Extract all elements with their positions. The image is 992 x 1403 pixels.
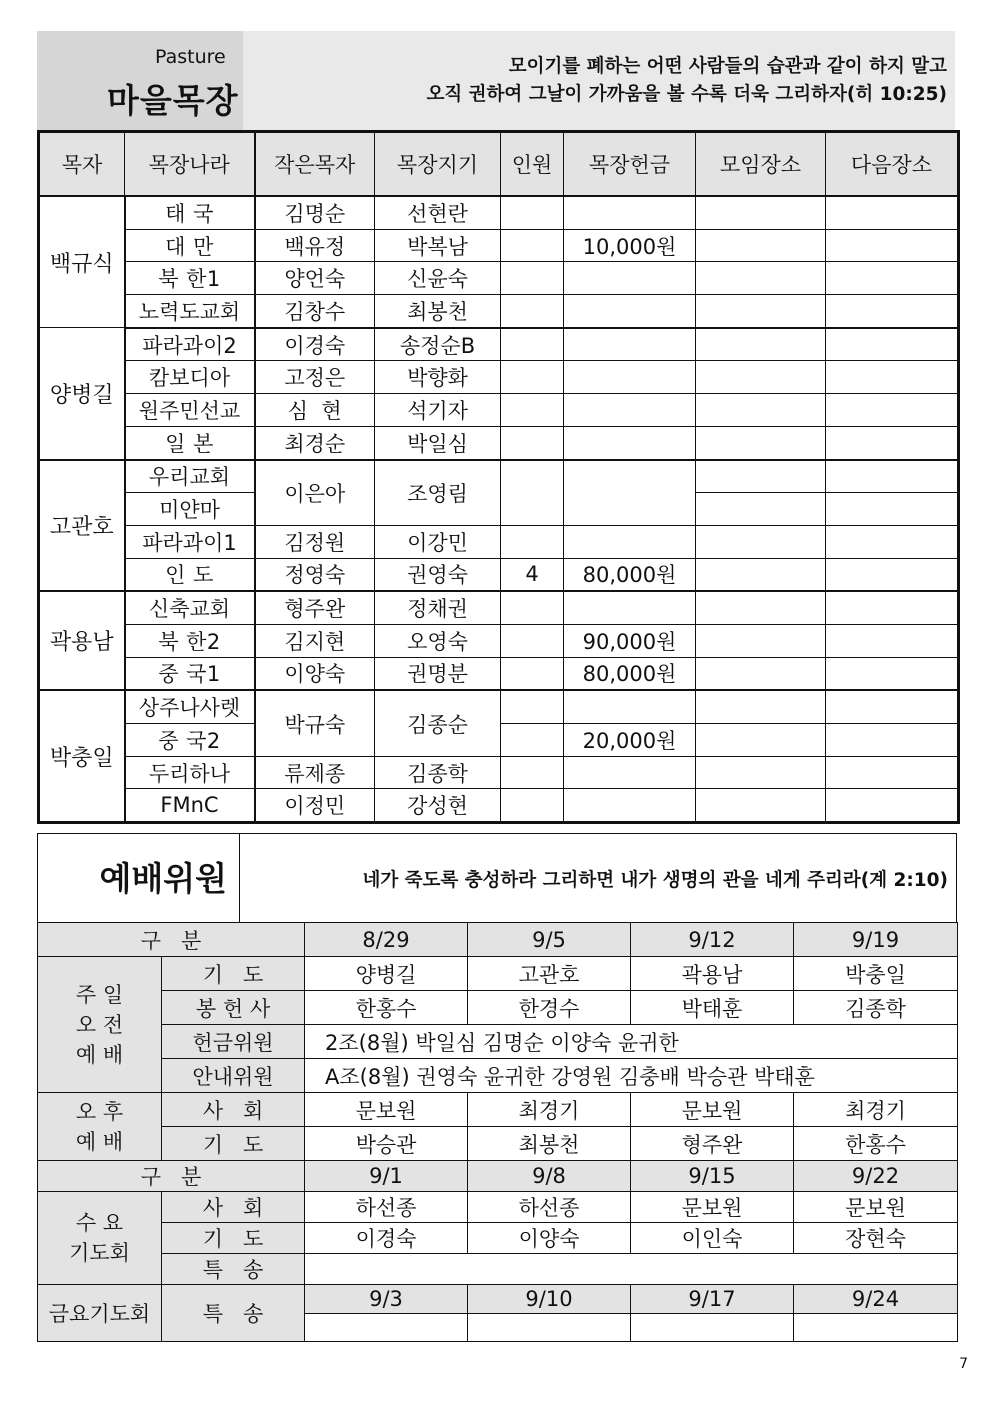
table-row — [39, 262, 959, 295]
offering-cell — [564, 328, 696, 361]
meeting-place-cell — [696, 394, 826, 427]
table-row — [39, 229, 959, 262]
worship-header — [37, 833, 957, 924]
next-place-cell — [826, 426, 959, 459]
small-pastor-cell: 심 현 — [255, 394, 375, 427]
small-pastor-cell: 형주완 — [255, 591, 375, 624]
offering-cell — [564, 756, 696, 789]
meeting-place-cell — [696, 789, 826, 823]
next-place-cell — [826, 361, 959, 394]
role-label: 봉 헌 사 — [162, 991, 305, 1025]
assignee-cell: 문보원 — [794, 1192, 958, 1223]
country-cell: 두리하나 — [125, 756, 255, 789]
country-cell: 상주나사렛 — [125, 690, 255, 723]
role-label: 안내위원 — [162, 1059, 305, 1093]
role-label: 사 회 — [162, 1192, 305, 1223]
count-cell: 4 — [501, 558, 564, 591]
pastor-cell: 백규식 — [39, 196, 125, 328]
assignee-cell: 하선종 — [305, 1192, 468, 1223]
small-pastor-cell: 류제종 — [255, 756, 375, 789]
country-cell: 노력도교회 — [125, 295, 255, 328]
friday-label: 금요기도회 — [38, 1285, 162, 1342]
table-row — [39, 690, 959, 723]
count-cell — [501, 724, 564, 757]
meeting-place-cell — [696, 690, 826, 723]
count-cell — [501, 196, 564, 229]
pasture-header — [37, 31, 955, 130]
keeper-cell: 김종순 — [375, 690, 501, 756]
country-cell: 일 본 — [125, 426, 255, 459]
assignee-cell: 이양숙 — [468, 1223, 631, 1254]
meeting-place-cell — [696, 724, 826, 757]
division-label: 구 분 — [38, 1161, 305, 1192]
title-english: Pasture — [155, 46, 226, 68]
friday-date-row — [38, 1285, 958, 1314]
assignee-cell: 김종학 — [794, 991, 958, 1025]
table-row — [39, 196, 959, 229]
next-place-cell — [826, 756, 959, 789]
worship-verse: 네가 죽도록 충성하라 그리하면 내가 생명의 관을 네게 주리라(계 2:10) — [362, 870, 948, 891]
meeting-place-cell — [696, 361, 826, 394]
keeper-cell: 박일심 — [375, 426, 501, 459]
date-cell: 9/17 — [631, 1285, 794, 1314]
country-cell: 파라과이1 — [125, 525, 255, 558]
collection-members: 2조(8월) 박일심 김명순 이양숙 윤귀한 — [305, 1025, 958, 1059]
table-row — [39, 426, 959, 459]
keeper-cell: 송정순B — [375, 328, 501, 361]
table-row — [39, 460, 959, 493]
country-cell: 중 국1 — [125, 657, 255, 690]
header-meeting-place: 모임장소 — [696, 132, 826, 197]
assignee-cell: 박충일 — [794, 957, 958, 991]
count-cell — [501, 657, 564, 690]
assignee-cell: 최경기 — [794, 1093, 958, 1127]
header-offering: 목장헌금 — [564, 132, 696, 197]
afternoon-label: 오 후 예 배 — [38, 1093, 162, 1161]
role-label: 기 도 — [162, 957, 305, 991]
country-cell: 태 국 — [125, 196, 255, 229]
sunday-usher-row — [38, 1059, 958, 1093]
header-next-place: 다음장소 — [826, 132, 959, 197]
page-number: 7 — [959, 1356, 968, 1372]
table-row — [39, 328, 959, 361]
offering-cell — [564, 262, 696, 295]
assignee-cell: 문보원 — [631, 1192, 794, 1223]
pastor-cell: 양병길 — [39, 328, 125, 460]
next-place-cell — [826, 229, 959, 262]
next-place-cell — [826, 196, 959, 229]
table-row — [39, 295, 959, 328]
assignee-cell: 박태훈 — [631, 991, 794, 1025]
small-pastor-cell: 최경순 — [255, 426, 375, 459]
country-cell: FMnC — [125, 789, 255, 823]
offering-cell: 90,000원 — [564, 624, 696, 657]
verse-line-2: 오직 권하여 그날이 가까움을 볼 수록 더욱 그리하자(히 10:25) — [426, 84, 947, 105]
role-label: 사 회 — [162, 1093, 305, 1127]
next-place-cell — [826, 295, 959, 328]
header-country: 목장나라 — [125, 132, 255, 197]
country-cell: 중 국2 — [125, 724, 255, 757]
date-cell: 9/15 — [631, 1161, 794, 1192]
sunday-prayer-row — [38, 957, 958, 991]
offering-cell — [564, 690, 696, 723]
worship-table — [37, 922, 958, 1342]
date-cell: 9/10 — [468, 1285, 631, 1314]
assignee-cell: 최봉천 — [468, 1127, 631, 1161]
small-pastor-cell: 김창수 — [255, 295, 375, 328]
small-pastor-cell: 김명순 — [255, 196, 375, 229]
keeper-cell: 오영숙 — [375, 624, 501, 657]
keeper-cell: 김종학 — [375, 756, 501, 789]
keeper-cell: 정채권 — [375, 591, 501, 624]
table-row — [39, 624, 959, 657]
assignee-cell: 박승관 — [305, 1127, 468, 1161]
keeper-cell: 박향화 — [375, 361, 501, 394]
date-cell: 9/8 — [468, 1161, 631, 1192]
country-cell: 우리교회 — [125, 460, 255, 493]
next-place-cell — [826, 262, 959, 295]
pasture-title-box — [37, 31, 243, 130]
small-pastor-cell: 이은아 — [255, 460, 375, 526]
meeting-place-cell — [696, 657, 826, 690]
offering-cell — [564, 361, 696, 394]
date-cell: 9/19 — [794, 923, 958, 957]
keeper-cell: 박복남 — [375, 229, 501, 262]
division-label: 구 분 — [38, 923, 305, 957]
country-cell: 인 도 — [125, 558, 255, 591]
date-cell: 8/29 — [305, 923, 468, 957]
role-label: 기 도 — [162, 1223, 305, 1254]
table-row — [39, 558, 959, 591]
small-pastor-cell: 김지현 — [255, 624, 375, 657]
assignee-cell: 문보원 — [631, 1093, 794, 1127]
wednesday-prayer-row — [38, 1223, 958, 1254]
offering-cell — [564, 196, 696, 229]
country-cell: 파라과이2 — [125, 328, 255, 361]
assignee-cell: 고관호 — [468, 957, 631, 991]
next-place-cell — [826, 690, 959, 723]
count-cell — [501, 525, 564, 558]
country-cell: 북 한2 — [125, 624, 255, 657]
offering-cell: 10,000원 — [564, 229, 696, 262]
offering-cell — [564, 789, 696, 823]
date-cell: 9/12 — [631, 923, 794, 957]
next-place-cell — [826, 525, 959, 558]
usher-members: A조(8월) 권영숙 윤귀한 강영원 김충배 박승관 박태훈 — [305, 1059, 958, 1093]
next-place-cell — [826, 789, 959, 823]
offering-cell: 20,000원 — [564, 724, 696, 757]
title-korean: 마을목장 — [107, 81, 239, 120]
wednesday-mc-row — [38, 1192, 958, 1223]
next-place-cell — [826, 460, 959, 493]
small-pastor-cell: 이양숙 — [255, 657, 375, 690]
table-row — [39, 789, 959, 823]
date-cell: 9/5 — [468, 923, 631, 957]
pastor-cell: 박충일 — [39, 690, 125, 822]
keeper-cell: 선현란 — [375, 196, 501, 229]
wednesday-date-row — [38, 1161, 958, 1192]
keeper-cell: 석기자 — [375, 394, 501, 427]
next-place-cell — [826, 394, 959, 427]
date-cell: 9/3 — [305, 1285, 468, 1314]
assignee-cell: 장현숙 — [794, 1223, 958, 1254]
next-place-cell — [826, 328, 959, 361]
meeting-place-cell — [696, 525, 826, 558]
meeting-place-cell — [696, 460, 826, 493]
assignee-cell: 이인숙 — [631, 1223, 794, 1254]
keeper-cell: 권영숙 — [375, 558, 501, 591]
meeting-place-cell — [696, 756, 826, 789]
assignee-cell — [794, 1313, 958, 1342]
offering-cell — [564, 591, 696, 624]
next-place-cell — [826, 493, 959, 526]
count-cell — [501, 591, 564, 624]
country-cell: 캄보디아 — [125, 361, 255, 394]
verse-line-1: 모이기를 폐하는 어떤 사람들의 습관과 같이 하지 말고 — [508, 56, 947, 77]
next-place-cell — [826, 558, 959, 591]
offering-cell — [564, 525, 696, 558]
pastor-cell: 고관호 — [39, 460, 125, 592]
sunday-date-row — [38, 923, 958, 957]
header-pastor: 목자 — [39, 132, 125, 197]
table-row — [39, 394, 959, 427]
small-pastor-cell: 박규숙 — [255, 690, 375, 756]
table-row — [39, 361, 959, 394]
assignee-cell — [468, 1313, 631, 1342]
count-cell — [501, 756, 564, 789]
country-cell: 원주민선교 — [125, 394, 255, 427]
assignee-cell: 양병길 — [305, 957, 468, 991]
keeper-cell: 신윤숙 — [375, 262, 501, 295]
assignee-cell: 문보원 — [305, 1093, 468, 1127]
count-cell — [501, 690, 564, 723]
count-cell — [501, 229, 564, 262]
offering-cell — [564, 295, 696, 328]
assignee-cell: 한홍수 — [305, 991, 468, 1025]
meeting-place-cell — [696, 262, 826, 295]
next-place-cell — [826, 657, 959, 690]
count-cell — [501, 295, 564, 328]
wednesday-label: 수 요 기도회 — [38, 1192, 162, 1285]
meeting-place-cell — [696, 624, 826, 657]
meeting-place-cell — [696, 426, 826, 459]
small-pastor-cell: 고정은 — [255, 361, 375, 394]
offering-cell — [564, 426, 696, 459]
offering-cell: 80,000원 — [564, 657, 696, 690]
count-cell — [501, 426, 564, 459]
table-row — [39, 657, 959, 690]
meeting-place-cell — [696, 328, 826, 361]
meeting-place-cell — [696, 196, 826, 229]
sunday-morning-label: 주 일 오 전 예 배 — [38, 957, 162, 1093]
assignee-cell: 이경숙 — [305, 1223, 468, 1254]
keeper-cell: 권명분 — [375, 657, 501, 690]
small-pastor-cell: 백유정 — [255, 229, 375, 262]
table-row — [39, 525, 959, 558]
sunday-offering-row — [38, 991, 958, 1025]
assignee-cell — [305, 1313, 468, 1342]
date-cell: 9/24 — [794, 1285, 958, 1314]
assignee-cell: 최경기 — [468, 1093, 631, 1127]
count-cell — [501, 328, 564, 361]
keeper-cell: 이강민 — [375, 525, 501, 558]
count-cell — [501, 262, 564, 295]
sunday-collection-row — [38, 1025, 958, 1059]
small-pastor-cell: 양언숙 — [255, 262, 375, 295]
small-pastor-cell: 김정원 — [255, 525, 375, 558]
meeting-place-cell — [696, 493, 826, 526]
table-header-row — [39, 132, 959, 197]
assignee-cell: 곽용남 — [631, 957, 794, 991]
keeper-cell: 조영림 — [375, 460, 501, 526]
offering-cell — [564, 394, 696, 427]
country-cell: 대 만 — [125, 229, 255, 262]
count-cell — [501, 624, 564, 657]
country-cell: 신축교회 — [125, 591, 255, 624]
small-pastor-cell: 정영숙 — [255, 558, 375, 591]
next-place-cell — [826, 724, 959, 757]
offering-cell — [564, 460, 696, 526]
date-cell: 9/1 — [305, 1161, 468, 1192]
header-count: 인원 — [501, 132, 564, 197]
next-place-cell — [826, 624, 959, 657]
small-pastor-cell: 이경숙 — [255, 328, 375, 361]
header-small-pastor: 작은목자 — [255, 132, 375, 197]
worship-title: 예배위원 — [38, 834, 240, 923]
meeting-place-cell — [696, 558, 826, 591]
header-verse — [427, 53, 948, 109]
role-label: 헌금위원 — [162, 1025, 305, 1059]
keeper-cell: 최봉천 — [375, 295, 501, 328]
meeting-place-cell — [696, 229, 826, 262]
role-label: 특 송 — [162, 1285, 305, 1342]
keeper-cell: 강성현 — [375, 789, 501, 823]
count-cell — [501, 361, 564, 394]
header-keeper: 목장지기 — [375, 132, 501, 197]
small-pastor-cell: 이정민 — [255, 789, 375, 823]
country-cell: 미얀마 — [125, 493, 255, 526]
wednesday-special-row — [38, 1254, 958, 1285]
role-label: 특 송 — [162, 1254, 305, 1285]
meeting-place-cell — [696, 295, 826, 328]
pasture-table — [37, 130, 960, 824]
assignee-cell — [631, 1313, 794, 1342]
afternoon-mc-row — [38, 1093, 958, 1127]
next-place-cell — [826, 591, 959, 624]
count-cell — [501, 460, 564, 526]
count-cell — [501, 789, 564, 823]
count-cell — [501, 394, 564, 427]
role-label: 기 도 — [162, 1127, 305, 1161]
date-cell: 9/22 — [794, 1161, 958, 1192]
special-song-cell — [305, 1254, 958, 1285]
table-row — [39, 591, 959, 624]
offering-cell: 80,000원 — [564, 558, 696, 591]
assignee-cell: 한경수 — [468, 991, 631, 1025]
meeting-place-cell — [696, 591, 826, 624]
table-row — [39, 756, 959, 789]
afternoon-prayer-row — [38, 1127, 958, 1161]
assignee-cell: 한홍수 — [794, 1127, 958, 1161]
assignee-cell: 형주완 — [631, 1127, 794, 1161]
pastor-cell: 곽용남 — [39, 591, 125, 690]
assignee-cell: 하선종 — [468, 1192, 631, 1223]
country-cell: 북 한1 — [125, 262, 255, 295]
